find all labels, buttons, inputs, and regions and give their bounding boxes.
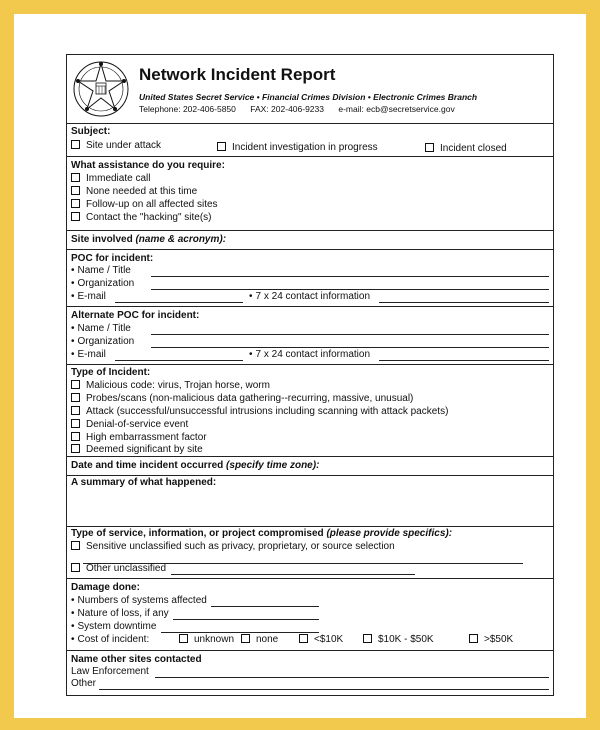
poc-org-label: • Organization xyxy=(71,278,134,289)
poc-email-label: • E-mail xyxy=(71,291,106,302)
alt-poc-name-field[interactable] xyxy=(151,334,549,335)
site-hint: (name & acronym): xyxy=(135,234,227,245)
assistance-option[interactable]: Immediate call xyxy=(71,173,150,184)
alt-poc-contact-field[interactable] xyxy=(379,360,549,361)
contact-line xyxy=(139,104,467,114)
cost-option-over-50k[interactable]: >$50K xyxy=(469,634,513,645)
checkbox[interactable] xyxy=(71,212,80,221)
cost-option-10k-50k[interactable]: $10K - $50K xyxy=(363,634,434,645)
checkbox[interactable] xyxy=(71,140,80,149)
checkbox[interactable] xyxy=(71,393,80,402)
service-option-sensitive[interactable]: Sensitive unclassified such as privacy, proprietary, or source selection xyxy=(71,541,395,552)
checkbox[interactable] xyxy=(71,444,80,453)
form-title: Network Incident Report xyxy=(139,65,336,84)
other-field[interactable] xyxy=(99,689,549,690)
checkbox[interactable] xyxy=(363,634,372,643)
poc-name-field[interactable] xyxy=(151,276,549,277)
checkbox[interactable] xyxy=(71,541,80,550)
damage-downtime-field[interactable] xyxy=(161,632,319,633)
alt-poc-contact-label: • 7 x 24 contact information xyxy=(249,349,370,360)
checkbox[interactable] xyxy=(469,634,478,643)
checkbox[interactable] xyxy=(217,142,226,151)
checkbox[interactable] xyxy=(71,199,80,208)
damage-loss-label: • Nature of loss, if any xyxy=(71,608,169,619)
secret-service-star-seal xyxy=(71,59,131,119)
assistance-option[interactable]: Contact the "hacking" site(s) xyxy=(71,212,212,223)
datetime-section xyxy=(67,456,553,476)
service-label: Type of service, information, or project compromised xyxy=(71,528,327,539)
checkbox[interactable] xyxy=(241,634,250,643)
assistance-option[interactable]: None needed at this time xyxy=(71,186,197,197)
incident-type-option[interactable]: Attack (successful/unsuccessful intrusions including scanning with attack packets) xyxy=(71,406,448,417)
law-enforcement-label: Law Enforcement xyxy=(71,666,149,677)
subject-section xyxy=(67,123,553,157)
alt-poc-email-label: • E-mail xyxy=(71,349,106,360)
subject-option-investigation[interactable]: Incident investigation in progress xyxy=(217,142,378,153)
poc-contact-label: • 7 x 24 contact information xyxy=(249,291,370,302)
checkbox[interactable] xyxy=(71,380,80,389)
service-section xyxy=(67,526,553,579)
incident-type-option[interactable]: Denial-of-service event xyxy=(71,419,188,430)
poc-org-field[interactable] xyxy=(151,289,549,290)
agency-line: United States Secret Service • Financial Crimes Division • Electronic Crimes Branch xyxy=(139,92,478,102)
alt-poc-section xyxy=(67,306,553,365)
incident-type-label: Type of Incident: xyxy=(71,367,151,378)
email-text: e-mail: ecb@secretservice.gov xyxy=(338,104,455,114)
subject-label: Subject: xyxy=(71,126,111,137)
fax-text: FAX: 202-406-9233 xyxy=(250,104,324,114)
checkbox[interactable] xyxy=(71,173,80,182)
assistance-section xyxy=(67,156,553,231)
summary-section[interactable] xyxy=(67,475,553,527)
poc-section xyxy=(67,249,553,307)
damage-section xyxy=(67,578,553,651)
damage-systems-field[interactable] xyxy=(211,606,319,607)
damage-downtime-label: • System downtime xyxy=(71,621,156,632)
alt-poc-org-label: • Organization xyxy=(71,336,134,347)
other-sites-section xyxy=(67,650,553,695)
checkbox[interactable] xyxy=(425,143,434,152)
damage-systems-label: • Numbers of systems affected xyxy=(71,595,207,606)
assistance-option[interactable]: Follow-up on all affected sites xyxy=(71,199,218,210)
other-label: Other xyxy=(71,678,97,689)
alt-poc-email-field[interactable] xyxy=(115,360,243,361)
incident-report-form xyxy=(66,54,554,696)
incident-type-option[interactable]: Probes/scans (non-malicious data gathering--recurring, massive, unusual) xyxy=(71,393,413,404)
incident-type-section xyxy=(67,364,553,457)
assistance-label: What assistance do you require: xyxy=(71,160,225,171)
service-hint: (please provide specifics): xyxy=(326,528,453,539)
form-header xyxy=(67,55,553,124)
poc-label: POC for incident: xyxy=(71,253,154,264)
site-label: Site involved xyxy=(71,234,136,245)
cost-option-under-10k[interactable]: <$10K xyxy=(299,634,343,645)
datetime-hint: (specify time zone): xyxy=(226,460,320,471)
alt-poc-label: Alternate POC for incident: xyxy=(71,310,200,321)
other-sites-label: Name other sites contacted xyxy=(71,654,202,665)
subject-option-under-attack[interactable]: Site under attack xyxy=(71,140,161,151)
site-section xyxy=(67,230,553,250)
poc-contact-field[interactable] xyxy=(379,302,549,303)
incident-type-option[interactable]: Malicious code: virus, Trojan horse, worm xyxy=(71,380,270,391)
poc-name-label: • Name / Title xyxy=(71,265,131,276)
document-page xyxy=(14,14,586,718)
checkbox[interactable] xyxy=(71,406,80,415)
telephone-text: Telephone: 202-406-5850 xyxy=(139,104,236,114)
checkbox[interactable] xyxy=(179,634,188,643)
checkbox[interactable] xyxy=(71,563,80,572)
damage-label: Damage done: xyxy=(71,582,140,593)
service-other-field[interactable] xyxy=(171,574,415,575)
subject-option-closed[interactable]: Incident closed xyxy=(425,143,507,154)
damage-cost-label: • Cost of incident: xyxy=(71,634,149,645)
checkbox[interactable] xyxy=(71,186,80,195)
damage-loss-field[interactable] xyxy=(173,619,319,620)
datetime-label: Date and time incident occurred xyxy=(71,460,227,471)
incident-type-option[interactable]: Deemed significant by site xyxy=(71,444,203,455)
law-enforcement-field[interactable] xyxy=(155,677,549,678)
alt-poc-org-field[interactable] xyxy=(151,347,549,348)
checkbox[interactable] xyxy=(71,432,80,441)
checkbox[interactable] xyxy=(71,419,80,428)
poc-email-field[interactable] xyxy=(115,302,243,303)
incident-type-option[interactable]: High embarrassment factor xyxy=(71,432,207,443)
service-option-other[interactable]: Other unclassified xyxy=(71,563,166,574)
checkbox[interactable] xyxy=(299,634,308,643)
summary-label: A summary of what happened: xyxy=(71,477,217,488)
cost-option-none[interactable]: none xyxy=(241,634,278,645)
alt-poc-name-label: • Name / Title xyxy=(71,323,131,334)
cost-option-unknown[interactable]: unknown xyxy=(179,634,234,645)
